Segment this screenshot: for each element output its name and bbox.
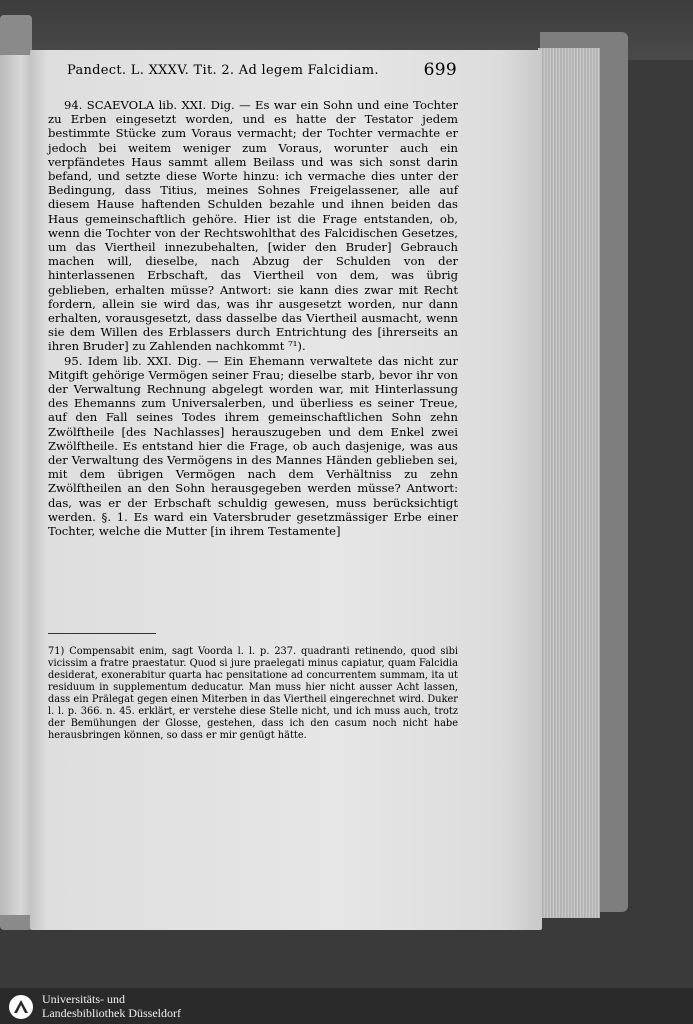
library-name-line1: Universitäts- und	[42, 992, 125, 1006]
paragraph-94: 94. SCAEVOLA lib. XXI. Dig. — Es war ein Sohn und eine Tochter zu Erben eingesetzt worden, und es hatte der Testator jedem bestimmte Stücke zum Voraus vermacht; der Tochter vermachte er jedoch bei weitem weniger zum Voraus, worunter auch ein verpfändetes Haus sammt allem Beilass und was sich sonst darin befand, und setzte diese Worte hinzu: ich vermache dies unter der Bedingung, dass Titius, meines Sohnes Freigelassener, alle auf diesem Hause haftenden Schulden bezahle und ihnen beiden das Haus gemeinschaftlich gehöre. Hier ist die Frage entstanden, ob, wenn die Tochter von der Rechtswohlthat des Falcidischen Gesetzes, um das Viertheil innezubehalten, [wider den Bruder] Gebrauch machen will, dieselbe, nach Abzug der Schulden von der hinterlassenen Erbschaft, das Viertheil von dem, was übrig geblieben, erhalten müsse? Antwort: sie kann dies zwar mit Recht fordern, allein sie wird das, was ihr ausgesetzt worden, nur dann erhalten, vorausgesetzt, dass dasselbe das Viertheil ausmacht, wenn sie dem Willen des Erblassers durch Entrichtung des [ihrerseits an ihren Bruder] zu Zahlenden nachkommt ⁷¹).	[48, 98, 458, 354]
library-name-line2: Landesbibliothek Düsseldorf	[42, 1006, 181, 1020]
library-footer	[0, 988, 693, 1024]
running-title: Pandect. L. XXXV. Tit. 2. Ad legem Falcidiam.	[67, 63, 379, 78]
ulb-logo-icon	[8, 994, 34, 1020]
left-page-edge	[0, 55, 31, 915]
main-text	[48, 98, 458, 538]
page-edges	[538, 48, 600, 918]
footnote-71: 71) Compensabit enim, sagt Voorda l. l. p. 237. quadranti retinendo, quod sibi vicissim a fratre praestatur. Quod si jure praelegati minus capiatur, quam Falcidia desiderat, exonerabitur quarta hac pensitatione ad concurrentem summam, ita ut residuum in supplementum deducatur. Man muss hier nicht ausser Acht lassen, dass ein Prälegat gegen einen Miterben in das Viertheil eingerechnet wird. Duker l. l. p. 366. n. 45. erklärt, er verstehe diese Stelle nicht, und ich muss auch, trotz der Bemühungen der Glosse, gestehen, dass ich den casum noch nicht habe herausbringen können, so dass er mir genügt hätte.	[48, 646, 458, 741]
library-name	[42, 992, 181, 1020]
paragraph-95: 95. Idem lib. XXI. Dig. — Ein Ehemann verwaltete das nicht zur Mitgift gehörige Vermögen seiner Frau; dieselbe starb, bevor ihr von der Verwaltung Rechnung abgelegt worden war, mit Hinterlassung des Ehemanns zum Universalerben, und überliess es seiner Treue, auf den Fall seines Todes ihrem gemeinschaftlichen Sohn zehn Zwölftheile [des Nachlasses] herauszugeben und dem Enkel zwei Zwölftheile. Es entstand hier die Frage, ob auch dasjenige, was aus der Verwaltung des Vermögens in des Mannes Händen geblieben sei, mit dem übrigen Vermögen nach dem Verhältniss zu zehn Zwölftheilen an den Sohn herausgegeben werden müsse? Antwort: das, was er der Erbschaft schuldig gewesen, muss berücksichtigt werden. §. 1. Es ward ein Vatersbruder gesetzmässiger Erbe einer Tochter, welche die Mutter [in ihrem Testamente]	[48, 353, 458, 539]
running-header	[67, 60, 457, 80]
footnote-rule	[48, 633, 156, 634]
page-number: 699	[423, 60, 457, 80]
